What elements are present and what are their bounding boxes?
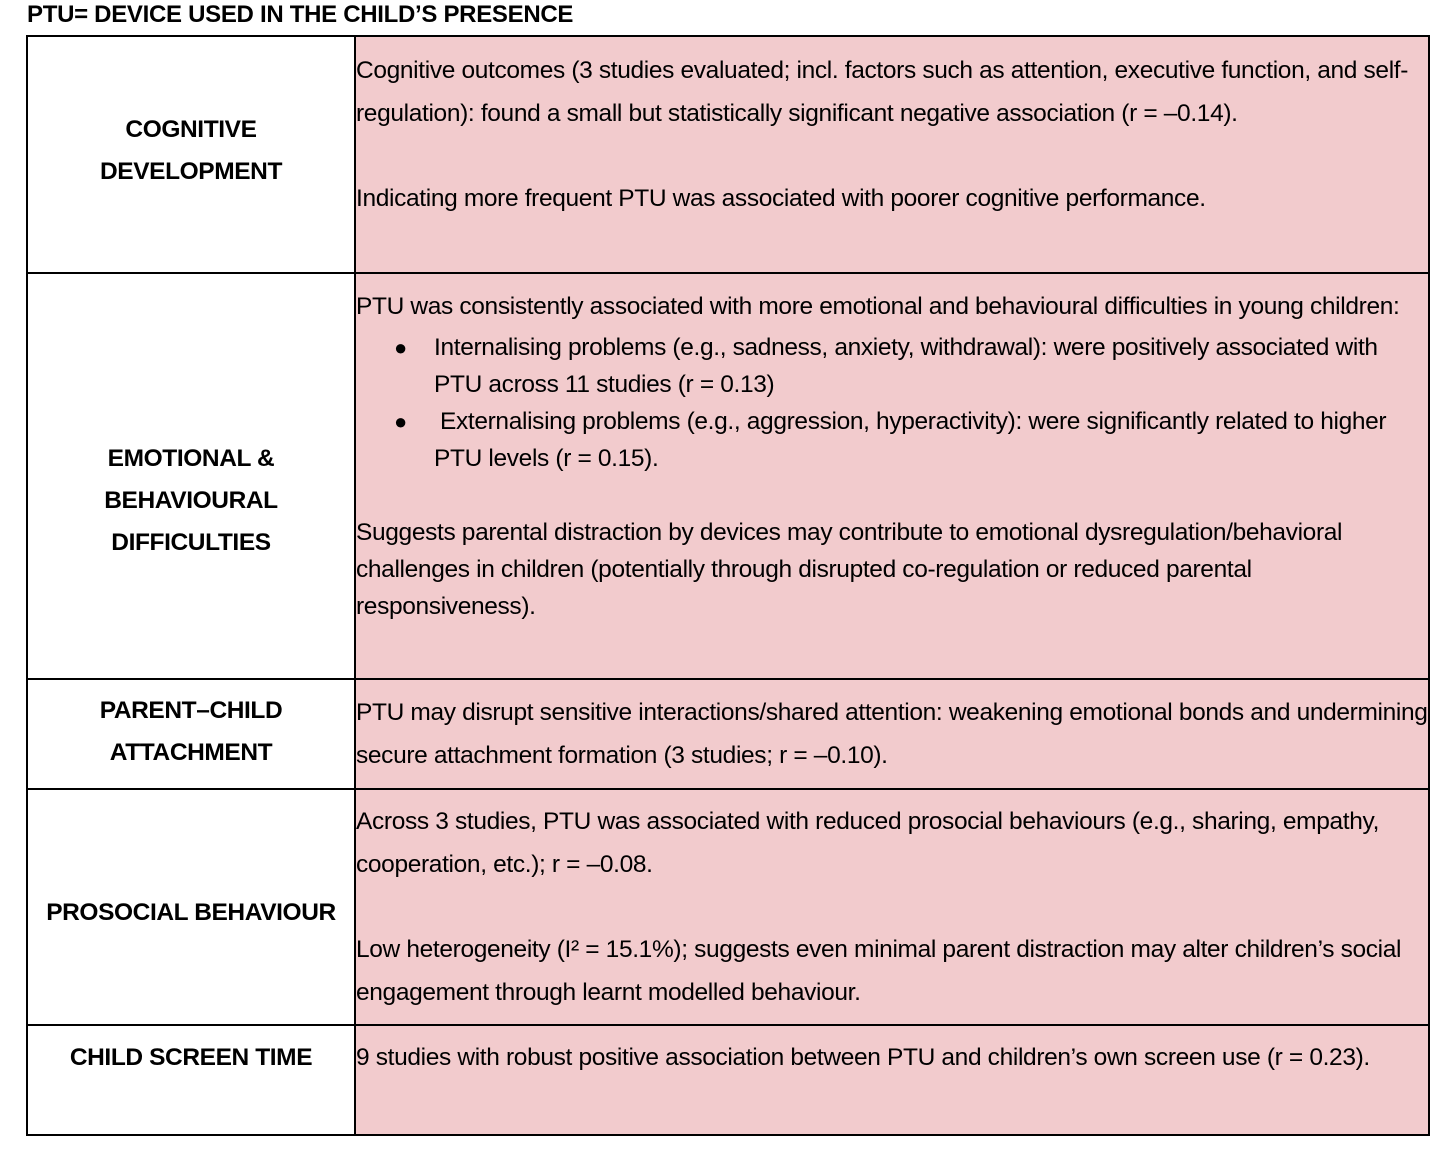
row-label-cell bbox=[27, 789, 355, 1025]
row-label-line: DEVELOPMENT bbox=[99, 157, 283, 185]
row-label-cell bbox=[27, 679, 355, 789]
finding-paragraph: Across 3 studies, PTU was associated with reduced prosocial behaviours (e.g., sharing, empathy, cooperation, etc.); r = –0.08. bbox=[356, 808, 1380, 878]
row-label-line: COGNITIVE bbox=[125, 115, 257, 143]
row-label-cell bbox=[27, 273, 355, 679]
finding-paragraph: 9 studies with robust positive association between PTU and children’s own screen use (r = 0.23). bbox=[356, 1044, 1370, 1071]
bullet-text: Externalising problems (e.g., aggression, hyperactivity): were significantly related to higher PTU levels (r = 0.15). bbox=[434, 407, 1387, 472]
row-content-cell bbox=[355, 36, 1429, 273]
row-label-line: ATTACHMENT bbox=[109, 739, 273, 766]
row-content-cell bbox=[355, 273, 1429, 679]
findings-table bbox=[26, 35, 1430, 1136]
row-content-cell bbox=[355, 789, 1429, 1025]
row-label-line: PARENT–CHILD bbox=[99, 697, 283, 724]
table-row-child-screen-time bbox=[27, 1025, 1429, 1135]
finding-paragraph: Suggests parental distraction by devices may contribute to emotional dysregulation/behavioral challenges in children (potentially through disrupted co-regulation or reduced parental responsiveness). bbox=[356, 518, 1343, 620]
finding-paragraph: PTU was consistently associated with more emotional and behavioural difficulties in young children: bbox=[356, 293, 1400, 320]
finding-paragraph: Indicating more frequent PTU was associated with poorer cognitive performance. bbox=[356, 185, 1206, 212]
bullet-icon: ● bbox=[394, 334, 407, 360]
row-label-cell bbox=[27, 36, 355, 273]
row-content-cell bbox=[355, 679, 1429, 789]
finding-paragraph: Low heterogeneity (I² = 15.1%); suggests even minimal parent distraction may alter children’s social engagement through learnt modelled behaviour. bbox=[356, 936, 1402, 1006]
row-content-cell bbox=[355, 1025, 1429, 1135]
table-row-parent-child-attachment bbox=[27, 679, 1429, 789]
page-heading: PTU= DEVICE USED IN THE CHILD’S PRESENCE bbox=[27, 1, 574, 28]
bullet-list bbox=[356, 329, 1428, 477]
bullet-text: Internalising problems (e.g., sadness, anxiety, withdrawal): were positively associated with PTU across 11 studies (r = 0.13) bbox=[434, 333, 1378, 398]
bullet-item bbox=[356, 329, 1428, 403]
bullet-icon: ● bbox=[394, 408, 407, 434]
row-label-line: EMOTIONAL & bbox=[107, 445, 275, 472]
finding-paragraph: Cognitive outcomes (3 studies evaluated; incl. factors such as attention, executive function, and self-regulation): found a small but statistically significant negative association (r = –0.14). bbox=[356, 57, 1409, 127]
finding-paragraph: PTU may disrupt sensitive interactions/shared attention: weakening emotional bonds and undermining secure attachment formation (3 studies; r = –0.10). bbox=[356, 699, 1428, 769]
table-row-emotional-behavioural bbox=[27, 273, 1429, 679]
table-row-prosocial-behaviour bbox=[27, 789, 1429, 1025]
row-label-cell bbox=[27, 1025, 355, 1135]
table-row-cognitive-development bbox=[27, 36, 1429, 273]
row-label-line: BEHAVIOURAL bbox=[104, 487, 278, 514]
bullet-item bbox=[356, 403, 1428, 477]
row-label-line: DIFFICULTIES bbox=[111, 529, 271, 556]
row-label-line: CHILD SCREEN TIME bbox=[69, 1044, 313, 1071]
row-label-line: PROSOCIAL BEHAVIOUR bbox=[46, 899, 336, 926]
